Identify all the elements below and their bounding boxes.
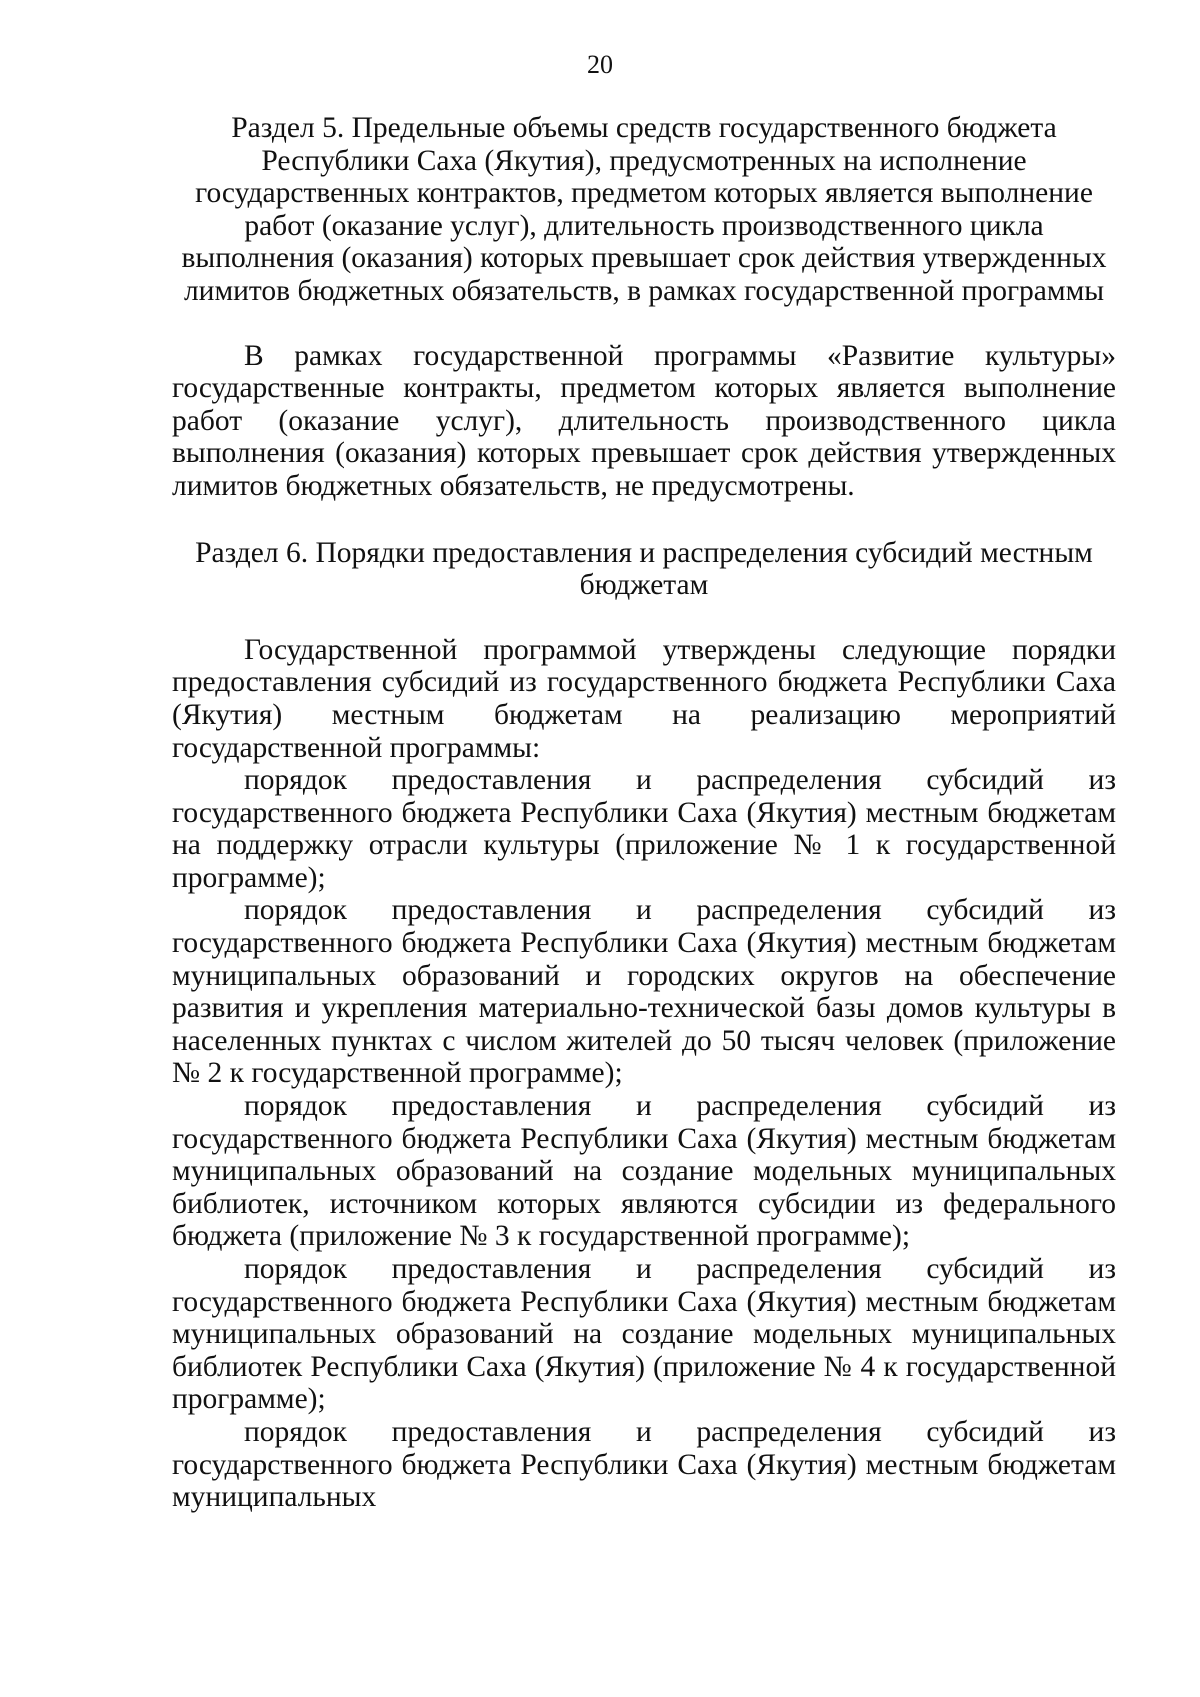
subsidy-order-item-3: порядок предоставления и распределения субсидий из государственного бюджета Республики Саха (Якутия) местным бюджетам муниципальных образований на создание модельных муниципальных библиотек, источником которых являются субсидии из федерального бюджета (приложение № 3 к государственной программе);: [172, 1090, 1116, 1253]
page-content: [172, 112, 1116, 1514]
subsidy-order-item-2: порядок предоставления и распределения субсидий из государственного бюджета Республики Саха (Якутия) местным бюджетам муниципальных образований и городских округов на обеспечение развития и укрепления материально-технической базы домов культуры в населенных пунктах с числом жителей до 50 тысяч человек (приложение № 2 к государственной программе);: [172, 894, 1116, 1090]
page-number: 20: [587, 50, 613, 79]
section-5-paragraph: В рамках государственной программы «Развитие культуры» государственные контракты, предметом которых является выполнение работ (оказание услуг), длительность производственного цикла выполнения (оказания) которых превышает срок действия утвержденных лимитов бюджетных обязательств, не предусмотрены.: [172, 339, 1116, 502]
subsidy-order-item-5: порядок предоставления и распределения субсидий из государственного бюджета Республики Саха (Якутия) местным бюджетам муниципальных: [172, 1415, 1116, 1514]
subsidy-order-item-4: порядок предоставления и распределения субсидий из государственного бюджета Республики Саха (Якутия) местным бюджетам муниципальных образований на создание модельных муниципальных библиотек Республики Саха (Якутия) (приложение № 4 к государственной программе);: [172, 1253, 1116, 1416]
subsidy-order-item-1: порядок предоставления и распределения субсидий из государственного бюджета Республики Саха (Якутия) местным бюджетам на поддержку отрасли культуры (приложение № 1 к государственной программе);: [172, 764, 1116, 894]
section-6-intro: Государственной программой утверждены следующие порядки предоставления субсидий из государственного бюджета Республики Саха (Якутия) местным бюджетам на реализацию мероприятий государственной программы:: [172, 633, 1116, 764]
section-6-heading: Раздел 6. Порядки предоставления и распределения субсидий местным бюджетам: [195, 536, 1093, 602]
section-5-heading: Раздел 5. Предельные объемы средств государственного бюджета Республики Саха (Якутия), предусмотренных на исполнение государственных контрактов, предметом которых является выполнение работ (оказание услуг), длительность производственного цикла выполнения (оказания) которых превышает срок действия утвержденных лимитов бюджетных обязательств, в рамках государственной программы: [181, 112, 1107, 307]
